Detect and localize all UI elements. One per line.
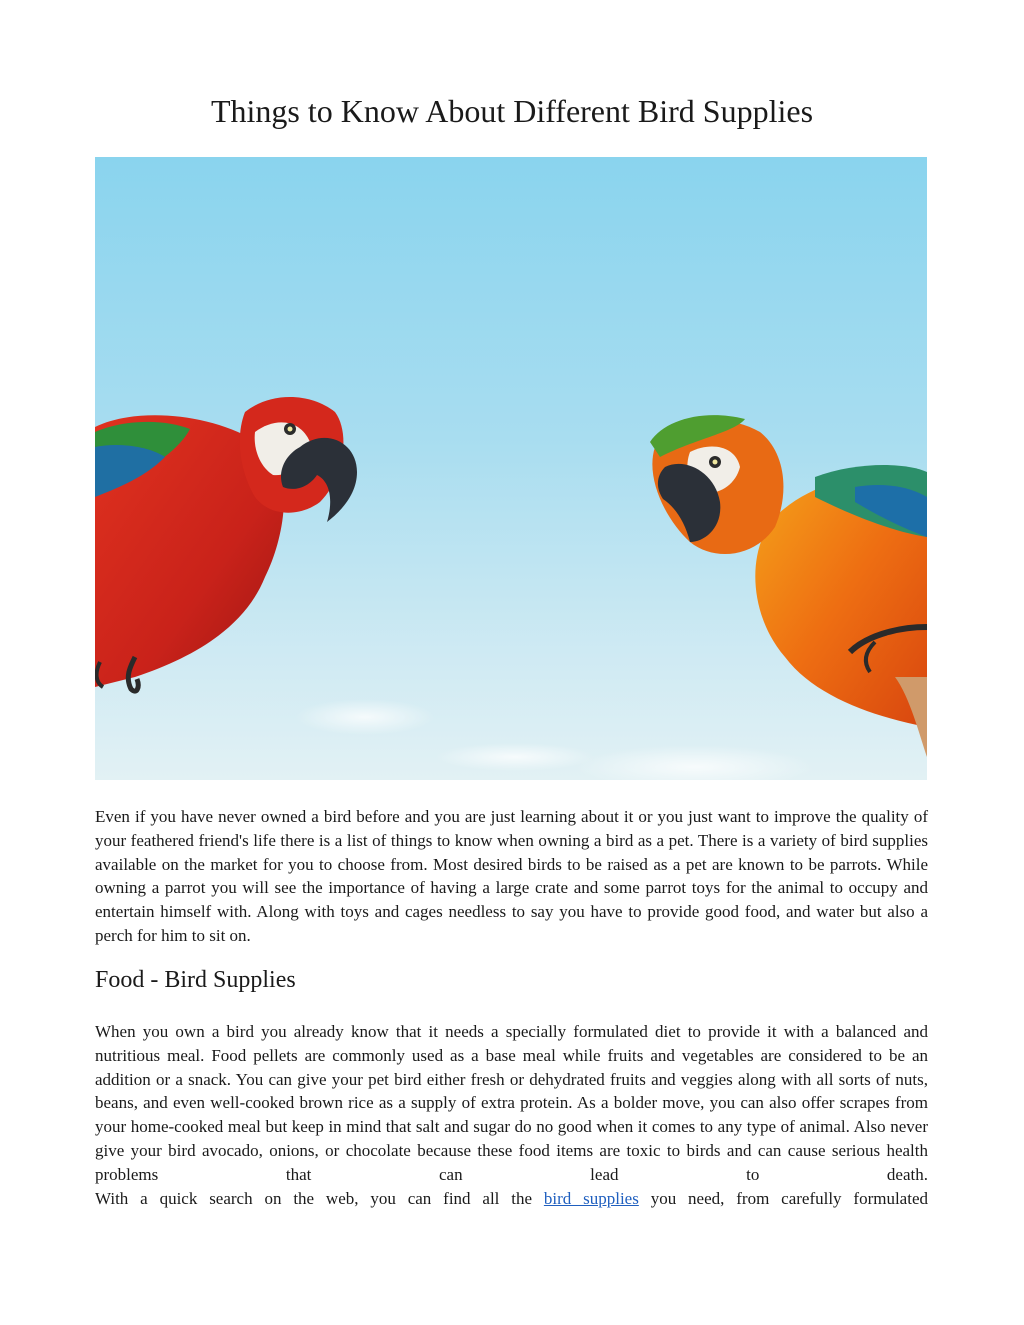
section-heading-food: Food - Bird Supplies	[95, 967, 296, 993]
page-title: Things to Know About Different Bird Supplies	[210, 93, 814, 129]
food-paragraph	[95, 1020, 928, 1210]
bird-supplies-link[interactable]: bird supplies	[543, 1188, 639, 1208]
intro-paragraph: Even if you have never owned a bird before and you are just learning about it or you just want to improve the quality of your feathered friend's life there is a list of things to know when owning a bird as a pet. There is a variety of bird supplies available on the market for you to choose from. Most desired birds to be raised as a pet are known to be parrots. While owning a parrot you will see the importance of having a large crate and some parrot toys for the animal to occupy and entertain himself with. Along with toys and cages needless to say you have to provide good food, and water but also a perch for him to sit on.	[95, 807, 928, 945]
food-paragraph-tail-text-after: you need, from carefully formulated	[638, 1188, 928, 1208]
food-paragraph-tail	[95, 1187, 928, 1211]
food-paragraph-tail-text: With a quick search on the web, you can find all the	[95, 1188, 544, 1208]
food-paragraph-body: When you own a bird you already know that it needs a specially formulated diet to provide it with a balanced and nutritious meal. Food pellets are commonly used as a base meal while fruits and vegetables are considered to be an addition or a snack. You can give your pet bird either fresh or dehydrated fruits and veggies along with all sorts of nuts, beans, and even well-cooked brown rice as a supply of extra protein. As a bolder move, you can also offer scrapes from your home-cooked meal but keep in mind that salt and sugar do no good when it comes to any type of animal. Also never give your bird avocado, onions, or chocolate because these food items are toxic to birds and can cause serious health problems that can lead to death.	[95, 1022, 928, 1184]
hero-image-macaws	[95, 157, 927, 780]
macaws-illustration	[95, 157, 927, 780]
